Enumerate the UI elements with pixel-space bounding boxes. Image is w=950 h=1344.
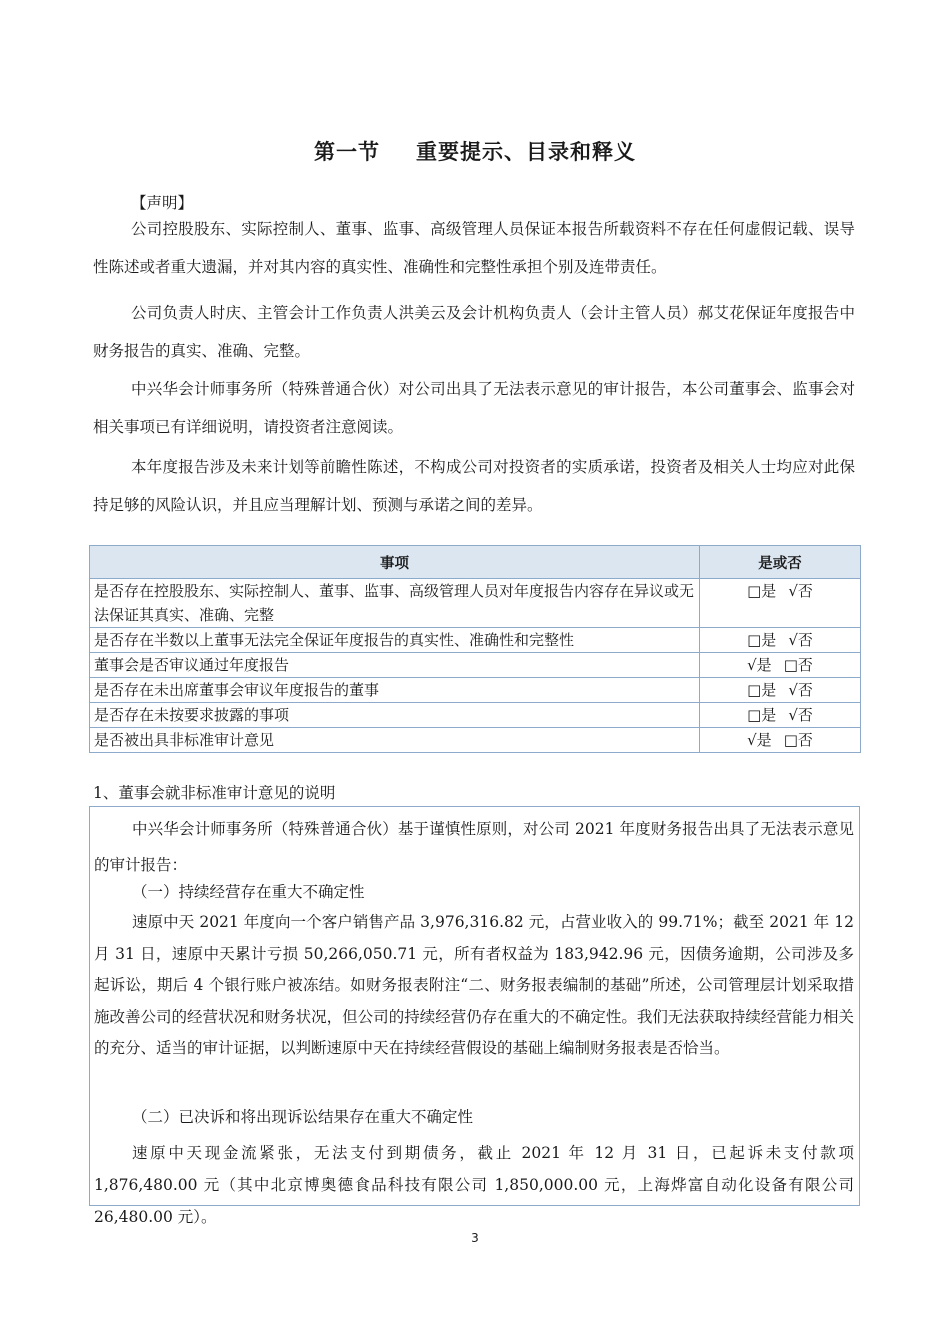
yes-checkbox: □是 <box>747 706 777 724</box>
yes-checkbox: √是 <box>747 731 772 749</box>
statement-paragraph-4: 本年度报告涉及未来计划等前瞻性陈述，不构成公司对投资者的实质承诺，投资者及相关人士均应对此保持足够的风险认识，并且应当理解计划、预测与承诺之间的差异。 <box>93 458 855 514</box>
section-title: 重要提示、目录和释义 <box>416 140 636 164</box>
table-row <box>90 728 861 753</box>
table-row <box>90 703 861 728</box>
row-answer <box>700 678 861 703</box>
row-answer <box>700 628 861 653</box>
row-answer <box>700 653 861 678</box>
table-row <box>90 628 861 653</box>
explanation-intro: 中兴华会计师事务所（特殊普通合伙）基于谨慎性原则，对公司 2021 年度财务报告出具了无法表示意见的审计报告： <box>94 820 854 874</box>
no-checkbox: √否 <box>788 631 813 649</box>
statement-paragraph-3: 中兴华会计师事务所（特殊普通合伙）对公司出具了无法表示意见的审计报告，本公司董事会、监事会对相关事项已有详细说明，请投资者注意阅读。 <box>93 380 855 436</box>
statement-paragraph-2: 公司负责人时庆、主管会计工作负责人洪美云及会计机构负责人（会计主管人员）郝艾花保证年度报告中财务报告的真实、准确、完整。 <box>93 304 855 360</box>
no-checkbox: □否 <box>783 731 813 749</box>
disclosure-table <box>89 545 861 753</box>
row-item: 是否存在未按要求披露的事项 <box>90 703 700 728</box>
row-item: 是否存在控股股东、实际控制人、董事、监事、高级管理人员对年度报告内容存在异议或无法保证其真实、准确、完整 <box>90 579 700 628</box>
no-checkbox: √否 <box>788 582 813 600</box>
explanation-body-2: 速原中天现金流紧张，无法支付到期债务，截止 2021 年 12 月 31 日，已起诉未支付款项 1,876,480.00 元（其中北京博奥德食品科技有限公司 1,850,000.00 元，上海烨富自动化设备有限公司 26,480.00 元）。 <box>94 1144 854 1226</box>
row-item: 是否存在半数以上董事无法完全保证年度报告的真实性、准确性和完整性 <box>90 628 700 653</box>
yes-checkbox: √是 <box>747 656 772 674</box>
explanation-subheading-1: （一）持续经营存在重大不确定性 <box>132 883 365 901</box>
header-answer: 是或否 <box>700 546 861 579</box>
row-item: 董事会是否审议通过年度报告 <box>90 653 700 678</box>
explanation-body-1: 速原中天 2021 年度向一个客户销售产品 3,976,316.82 元，占营业收入的 99.71%；截至 2021 年 12 月 31 日，速原中天累计亏损 50,266,050.71 元，所有者权益为 183,942.96 元，因债务逾期，公司涉及多起诉讼，期后 4 个银行账户被冻结。如财务报表附注“二、财务报表编制的基础”所述，公司管理层计划采取措施改善公司的经营状况和财务状况，但公司的持续经营仍存在重大的不确定性。我们无法获取持续经营能力相关的充分、适当的审计证据，以判断速原中天在持续经营假设的基础上编制财务报表是否恰当。 <box>94 913 854 1057</box>
yes-checkbox: □是 <box>747 582 777 600</box>
table-row <box>90 678 861 703</box>
page-number: 3 <box>471 1231 479 1245</box>
row-item: 是否被出具非标准审计意见 <box>90 728 700 753</box>
table-header-row <box>90 546 861 579</box>
yes-checkbox: □是 <box>747 631 777 649</box>
header-item: 事项 <box>90 546 700 579</box>
section-number: 第一节 <box>314 140 380 164</box>
table-row <box>90 653 861 678</box>
no-checkbox: □否 <box>783 656 813 674</box>
explanation-box <box>89 806 860 1226</box>
row-answer <box>700 579 861 628</box>
explanation-title: 1、董事会就非标准审计意见的说明 <box>93 784 336 802</box>
row-item: 是否存在未出席董事会审议年度报告的董事 <box>90 678 700 703</box>
no-checkbox: √否 <box>788 681 813 699</box>
row-answer <box>700 728 861 753</box>
explanation-subheading-2: （二）已决诉和将出现诉讼结果存在重大不确定性 <box>132 1108 474 1126</box>
section-heading <box>0 136 950 166</box>
yes-checkbox: □是 <box>747 681 777 699</box>
table-row <box>90 579 861 628</box>
statement-label: 【声明】 <box>131 194 194 212</box>
statement-paragraph-1: 公司控股股东、实际控制人、董事、监事、高级管理人员保证本报告所载资料不存在任何虚假记载、误导性陈述或者重大遗漏，并对其内容的真实性、准确性和完整性承担个别及连带责任。 <box>93 220 855 276</box>
no-checkbox: √否 <box>788 706 813 724</box>
row-answer <box>700 703 861 728</box>
